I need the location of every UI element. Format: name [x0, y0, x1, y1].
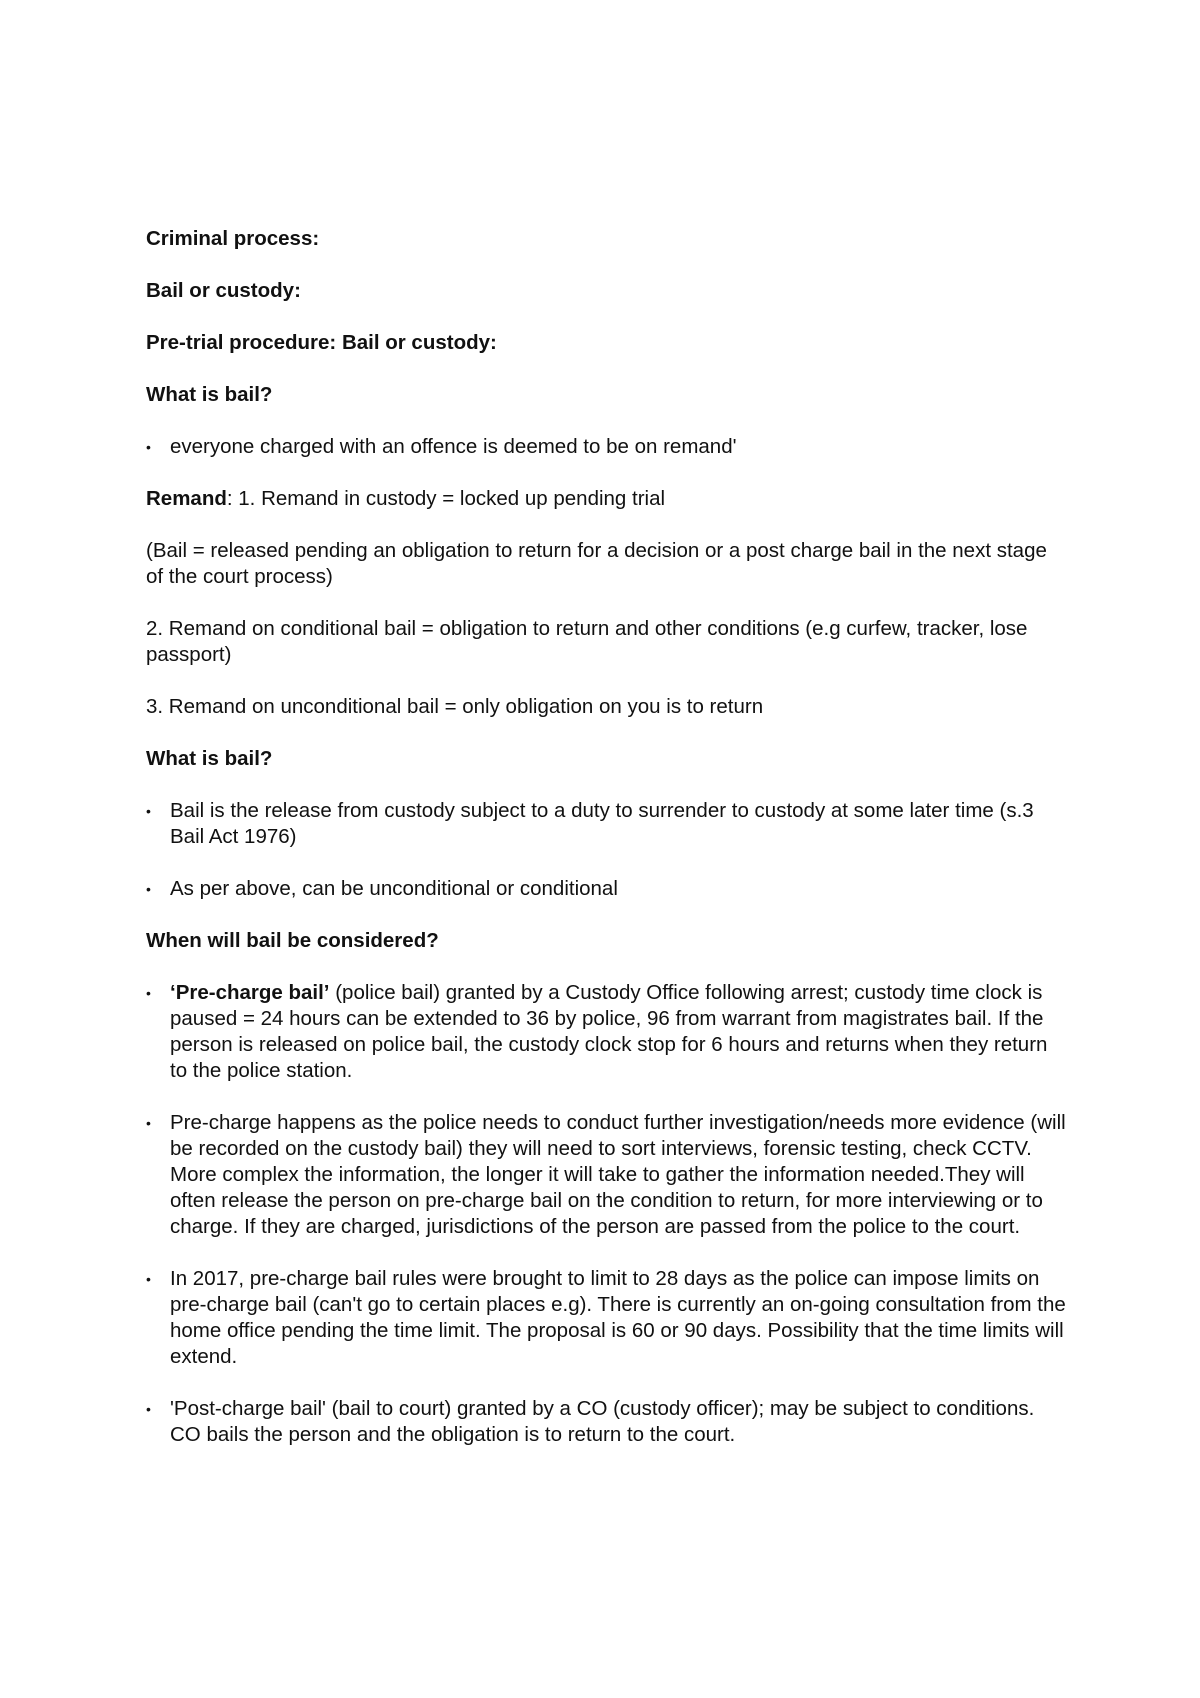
bail-definition-paragraph: (Bail = released pending an obligation to return for a decision or a post charge bail in the next stage of the court process)	[146, 539, 1047, 588]
remand-text: : 1. Remand in custody = locked up pending trial	[226, 487, 666, 510]
list-item-text: Bail is the release from custody subject to a duty to surrender to custody at some later time (s.3 Bail Act 1976)	[170, 799, 1034, 848]
remand-line	[146, 486, 1066, 512]
bullet-icon: •	[146, 1115, 151, 1131]
heading-what-is-bail-1: What is bail?	[146, 383, 273, 406]
list-item-text: everyone charged with an offence is deemed to be on remand'	[170, 435, 737, 458]
list-item	[146, 798, 1066, 850]
list-item	[146, 1396, 1066, 1448]
list-item-text: 'Post-charge bail' (bail to court) granted by a CO (custody officer); may be subject to conditions. CO bails the person and the obligation is to return to the court.	[170, 1397, 1035, 1446]
list-item	[146, 980, 1066, 1084]
document-page	[146, 226, 1066, 1474]
list-item-text: As per above, can be unconditional or conditional	[170, 877, 618, 900]
pre-charge-bail-description: (police bail) granted by a Custody Office following arrest; custody time clock is paused = 24 hours can be extended to 36 by police, 96 from warrant from magistrates bail. If the person is released on police bail, the custody clock stop for 6 hours and returns when they return to the police station.	[170, 981, 1048, 1082]
list-item-text: Pre-charge happens as the police needs to conduct further investigation/needs more evidence (will be recorded on the custody bail) they will need to sort interviews, forensic testing, check CCTV. More complex the information, the longer it will take to gather the information needed.They will often release the person on pre-charge bail on the condition to return, for more interviewing or to charge. If they are charged, jurisdictions of the person are passed from the police to the court.	[170, 1111, 1066, 1238]
heading-when-will-bail-be-considered: When will bail be considered?	[146, 929, 439, 952]
list-item-text: In 2017, pre-charge bail rules were brought to limit to 28 days as the police can impose limits on pre-charge bail (can't go to certain places e.g). There is currently an on-going consultation from the home office pending the time limit. The proposal is 60 or 90 days. Possibility that the time limits will extend.	[170, 1267, 1066, 1368]
bullet-icon: •	[146, 881, 151, 897]
remand-conditional-paragraph: 2. Remand on conditional bail = obligation to return and other conditions (e.g curfew, tracker, lose passport)	[146, 617, 1028, 666]
bullet-icon: •	[146, 985, 151, 1001]
list-item-text	[170, 981, 1047, 1082]
bullet-icon: •	[146, 803, 151, 819]
document-title: Criminal process:	[146, 227, 320, 250]
list-item	[146, 1110, 1066, 1240]
bullet-icon: •	[146, 1271, 151, 1287]
heading-what-is-bail-2: What is bail?	[146, 747, 273, 770]
remand-unconditional-paragraph: 3. Remand on unconditional bail = only obligation on you is to return	[146, 695, 764, 718]
list-item	[146, 876, 1066, 902]
bullet-icon: •	[146, 439, 151, 455]
remand-label: Remand	[146, 487, 227, 510]
bullet-icon: •	[146, 1401, 151, 1417]
list-item	[146, 1266, 1066, 1370]
subheading-pre-trial-procedure: Pre-trial procedure: Bail or custody:	[146, 331, 497, 354]
list-item	[146, 434, 1066, 460]
subheading-bail-or-custody: Bail or custody:	[146, 279, 301, 302]
pre-charge-bail-term: ‘Pre-charge bail’	[170, 981, 330, 1004]
